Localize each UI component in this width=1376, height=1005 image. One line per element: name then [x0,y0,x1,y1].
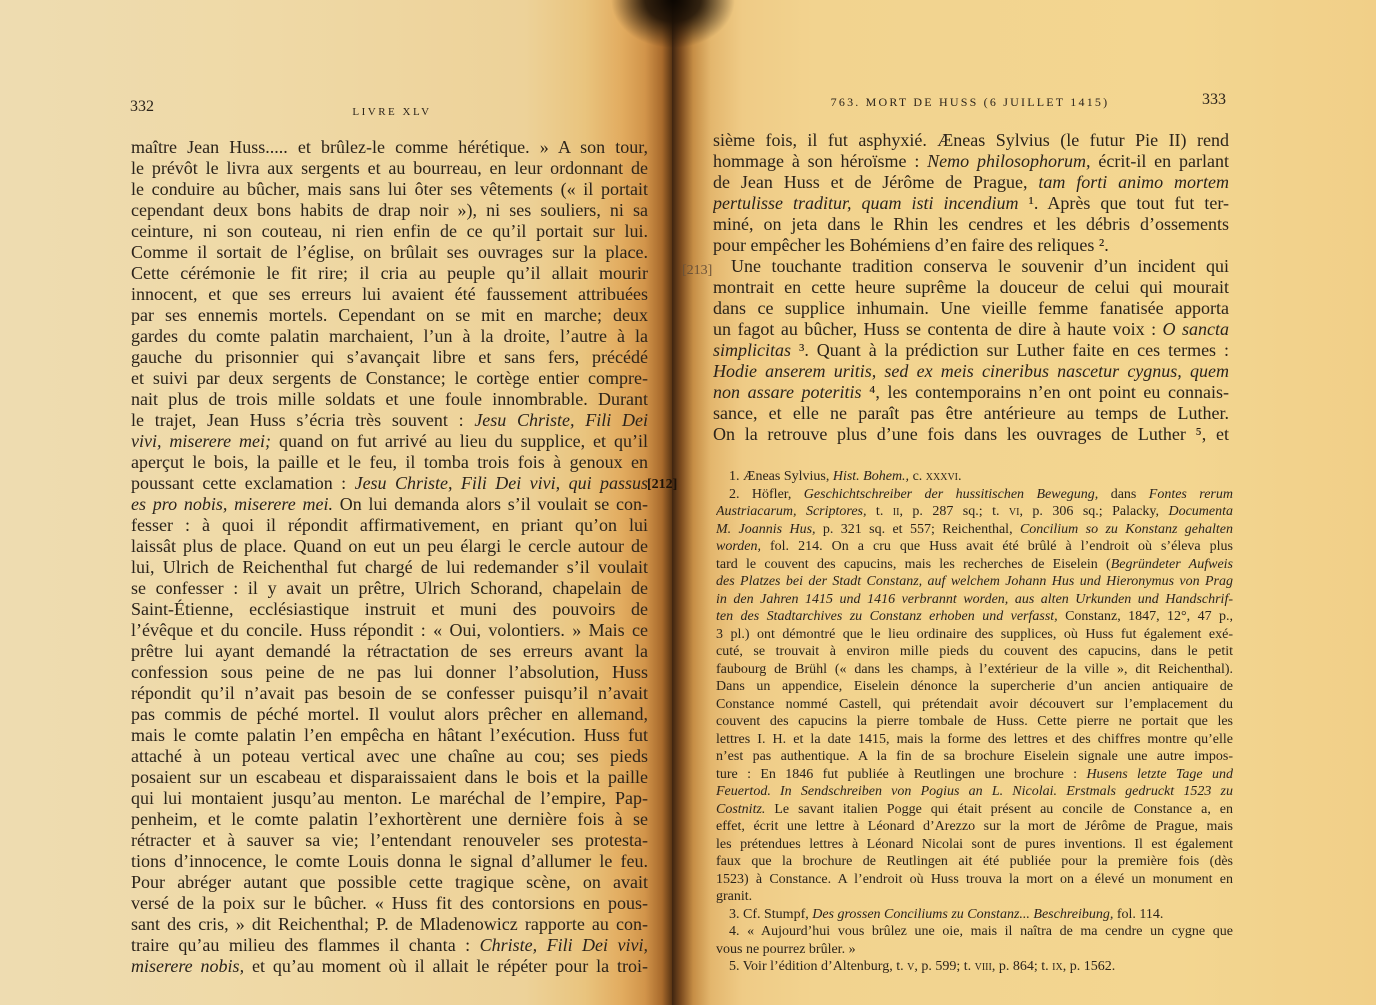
footnote-line [716,643,1233,661]
footnote-line [716,801,1233,819]
footnote-line [716,713,1233,731]
text-run: attaché à un poteau vertical avec une chaîne au cou; ses pieds [131,746,648,766]
text-line [131,242,648,263]
text-line [131,809,648,830]
text-run: ¹. Après que tout fut ter- [1018,193,1229,213]
small-caps-text: ix [1052,959,1063,974]
text-run: cuté, se trouvait à environ mille pieds du couvent des capucins, dans le petit [716,644,1233,659]
text-line [131,326,648,347]
footnote-line [716,836,1233,854]
text-run: versé de la poix sur le bûcher. « Huss fit des contorsions en pous- [131,893,648,913]
footnote-line [716,468,1233,486]
italic-text: Jesu Christe, Fili Dei [474,410,648,430]
text-line [131,452,648,473]
text-line [131,599,648,620]
text-run: maître Jean Huss..... et brûlez-le comme hérétique. » A son tour, [131,137,648,157]
text-run: et qu’au moment où il allait le répéter pour la troi- [244,956,648,976]
text-run: tard le couvent des capucins, mais les recherches de Eiselein ( [716,556,1111,572]
text-run: le conduire au bûcher, mais sans lui ôter ses vêtements (« il portait [131,179,648,199]
footnote-line [716,591,1233,609]
text-run: qui lui montaient jusqu’au menton. Le maréchal de l’empire, Pap- [131,788,648,808]
text-line [131,305,648,326]
footnote [716,923,1233,958]
text-run: faux que la brochure de Reutlingen ait été publiée pour la première fois (dès [716,854,1233,869]
text-run: , p. 287 sq.; t. [899,504,1009,519]
text-run: ⁴, les contemporains n’en ont point eu connais- [861,382,1229,402]
text-run: traire qu’au milieu des flammes il chanta : [131,935,480,955]
text-run: lettres I. H. et la date 1415, mais la forme des lettres et des chiffres montre qu’elle [716,731,1233,747]
small-caps-text: v [907,959,915,974]
footnote-line [716,538,1233,556]
text-run: aperçut le bois, la paille et le feu, il tomba trois fois à genoux en [131,452,648,472]
italic-text: des Platzes bei der Stadt Constanz, auf welchem Johann Hus und Hieronymus von Prag [716,574,1233,589]
footnote-line [716,573,1233,591]
text-line [131,683,648,704]
text-run: par ses ennemis mortels. Cependant on se mit en marche; deux [131,305,648,325]
footnote-line [716,626,1233,644]
text-line [713,424,1229,445]
text-run: gauche du prisonnier qui s’avançait libre et sans fers, précédé [131,347,648,367]
text-line [713,214,1229,235]
text-run: , p. 864; t. [991,959,1053,974]
text-run: poussant cette exclamation : [131,473,355,493]
text-line [713,277,1229,298]
text-line [131,830,648,851]
text-line [713,130,1229,151]
text-line [131,158,648,179]
text-run: les prétendues lettres à Léonard Nicolai sont de pures inventions. Il est également [716,836,1233,852]
italic-text: vivi, miserere mei; [131,431,272,451]
italic-text: tam forti animo mortem [1038,172,1229,192]
footnote-line [716,766,1233,784]
text-line [131,200,648,221]
text-run: fesser : à quoi il répondit affirmativement, en priant qu’on lui [131,515,648,535]
text-run: et suivi par deux sergents de Constance; le cortège entier compre- [131,368,648,388]
text-run: effet, écrit une lettre à Léonard d’Arezzo sur la mort de Jérôme de Prague, mais [716,819,1233,834]
running-head: LIVRE XLV [352,106,432,118]
text-line [131,620,648,641]
text-line [131,557,648,578]
text-line [713,193,1229,214]
footnote-line [716,678,1233,696]
text-line [713,340,1229,361]
text-line [131,368,648,389]
text-run: sant des cris, » dit Reichenthal; P. de Mladenowicz rapporte au con- [131,914,648,934]
italic-text: Concilium so zu Konstanz gehalten [1019,521,1233,537]
italic-text: Jesu Christe, Fili Dei vivi, qui passus [354,473,648,493]
text-line [131,725,648,746]
text-run: quand on fut arrivé au lieu du supplice, et qu’il [271,431,648,451]
text-run: confession sous peine de ne pas lui donner l’absolution, Huss [131,662,648,682]
text-run: On lui demanda alors s’il voulait se con- [333,494,648,514]
text-run: écrit-il en parlant [1090,151,1229,171]
text-run: Comme il sortait de l’église, on brûlait ses ouvrages sur la place. [131,242,648,262]
text-run: . [958,469,962,484]
text-run: lui, Ulrich de Reichenthal fut chargé de lui redemander s’il voulait [131,557,648,577]
footnote-line [716,696,1233,714]
margin-page-marker: [212] [647,477,678,492]
text-run: Dans un appendice, Eiselein dénonce la supercherie d’un ancien antiquaire de [716,679,1233,694]
text-run: un fagot au bûcher, Huss se contenta de dire à haute voix : [713,319,1163,339]
text-run: posaient sur un escabeau et disparaissaient dans le bois et la paille [131,767,648,787]
text-run: mais le comte palatin l’en empêcha en hâtant l’exécution. Huss fut [131,725,648,745]
text-run: se confesser : il y avait un prêtre, Ulrich Schorand, chapelain de [131,578,648,598]
italic-text: M. Joannis Hus, [716,521,816,537]
text-line [713,382,1229,403]
running-head: 763. MORT DE HUSS (6 JUILLET 1415) [830,95,1110,109]
footnote-line [716,906,1233,924]
text-run: nait plus de trois mille soldats et une foule innombrable. Durant [131,389,648,409]
margin-page-marker: [213] [682,263,713,278]
text-line [131,431,648,452]
text-run: Le savant italien Pogge qui était présent au concile de Constance a, en [765,801,1233,817]
text-line [131,179,648,200]
page-text [713,130,1229,445]
text-run: Cette cérémonie le fit rire; il cria au peuple qu’il allait mourir [131,263,648,283]
text-run: vous ne pourrez brûler. » [716,941,856,957]
text-line [131,536,648,557]
italic-text: Nemo philosophorum, [927,151,1091,171]
footnote-line [716,783,1233,801]
text-run: de Jean Huss et de Jérôme de Prague, [713,172,1039,192]
text-run: pour empêcher les Bohémiens d’en faire des reliques ². [713,235,1109,255]
italic-text: Geschichtschreiber der hussitischen Bewegung, [803,486,1099,502]
text-run: fol. 114. [1113,906,1164,922]
italic-text: Christe, Fili Dei vivi, [479,935,648,955]
text-run: 3. Cf. Stumpf, [729,906,813,922]
italic-text: in den Jahren 1415 und 1416 verbrannt worden, aus alten Urkunden und Handschrif- [716,591,1233,607]
footnotes [716,468,1233,976]
text-line [131,893,648,914]
text-line [713,298,1229,319]
text-line [713,151,1229,172]
text-line [131,578,648,599]
text-run: Pour abréger autant que possible cette tragique scène, on avait [131,872,648,892]
text-run: ceinture, ni son couteau, ni rien enfin de ce qu’il portait sur lui. [131,221,648,241]
text-run: montrait en cette heure suprême la douceur de celui qui mourait [713,277,1229,297]
text-run: 2. Höfler, [729,486,804,502]
footnote-line [716,661,1233,679]
text-line [131,851,648,872]
text-line [713,319,1229,340]
text-run: le trajet, Jean Huss s’écria très souvent : [131,410,475,430]
text-run: 5. Voir l’édition d’Altenburg, t. [729,959,908,974]
text-run: granit. [716,889,753,904]
text-run: n’est pas authentique. A la fin de sa brochure Eiselein signale une autre impos- [716,749,1233,764]
text-run: laissât plus de place. Quand on eut un peu élargi le cercle autour de [131,536,648,556]
text-line [131,515,648,536]
italic-text: Documenta [1168,504,1233,519]
footnote-line [716,871,1233,889]
text-run: répondit qu’il n’avait pas besoin de se confesser puisqu’il n’avait [131,683,648,703]
footnote-line [716,923,1233,941]
footnote [716,906,1233,924]
text-line [131,956,648,977]
footnote-line [716,958,1233,976]
footnote-line [716,818,1233,836]
page-number: 332 [130,98,154,115]
italic-text: Fontes rerum [1148,486,1233,502]
text-run: t. [866,504,893,519]
small-caps-text: xxxvi [925,469,958,484]
text-run: gardes du comte palatin marchaient, l’un à la droite, l’autre à la [131,326,648,346]
italic-text: ten des Stadtarchives zu Constanz erhoben und verfasst, [716,609,1058,624]
text-run: faubourg de Brühl (« dans les champs, à l’extérieur de la ville », dit Reichenthal). [716,661,1233,677]
text-run: prêtre lui ayant demandé la rétractation de ses erreurs avant la [131,641,648,661]
text-run: ³. Quant à la prédiction sur Luther faite en ces termes : [791,340,1229,360]
page-text [131,137,648,977]
text-run: cependant deux bons habits de drap noir »), ni ses souliers, ni sa [131,200,648,220]
text-run: p. 321 sq. et 557; Reichenthal, [815,521,1020,537]
text-run: sance, et elle ne paraît pas être antérieure au temps de Luther. [713,403,1229,423]
paragraph [713,256,1229,445]
text-run: couvent des capucins la pierre tombale de Huss. Cette pierre ne portait que les [716,714,1233,729]
italic-text: Costnitz. [716,801,766,817]
text-run: dans ce supplice inhumain. Une vieille femme fanatisée apporta [713,298,1229,318]
text-line [131,221,648,242]
text-run: sième fois, il fut asphyxié. Æneas Sylvius (le futur Pie II) rend [713,130,1229,150]
gutter-shadow [590,0,760,130]
text-line [713,256,1229,277]
footnote-line [716,608,1233,626]
italic-text: Feuertod. In Sendschreiben von Pogius an L. Nicolai. Erstmals gedruckt 1523 zu [716,784,1233,799]
footnote-line [716,888,1233,906]
italic-text: pertulisse traditur, quam isti incendium [713,193,1019,213]
text-line [131,767,648,788]
text-run: On la retrouve plus d’une fois dans les ouvrages de Luther ⁵, et [713,424,1229,444]
italic-text: simplicitas [713,340,792,360]
text-run: l’évêque et du concile. Huss répondit : « Oui, volontiers. » Mais ce [131,620,648,640]
text-run: 4. « Aujourd’hui vous brûlez une oie, mais il naîtra de ma cendre un cygne que [729,924,1233,939]
footnote [716,958,1233,976]
italic-text: O sancta [1162,319,1229,339]
text-run: le prévôt le livra aux sergents et au bourreau, en leur ordonnant de [131,158,648,178]
text-line [131,263,648,284]
text-run: ture : En 1846 fut publiée à Reutlingen une brochure : [716,766,1087,782]
text-line [713,172,1229,193]
text-run: 3 pl.) ont démontré que le lieu ordinaire des supplices, où Huss fut également exé- [716,626,1233,642]
italic-text: es pro nobis, miserere mei. [131,494,333,514]
italic-text: Des grossen Conciliums zu Constanz... Beschreibung, [812,906,1114,922]
text-line [131,704,648,725]
text-line [131,473,648,494]
text-line [131,410,648,431]
text-run: hommage à son héroïsme : [713,151,928,171]
text-run: penheim, et le comte palatin l’exhortèrent une dernière fois à se [131,809,648,829]
italic-text: non assare poteritis [713,382,862,402]
small-caps-text: vi [1008,504,1020,519]
italic-text: Husens letzte Tage und [1086,766,1233,782]
footnote-line [716,503,1233,521]
text-run: Saint-Étienne, ecclésiastique instruit et muni des pouvoirs de [131,599,648,619]
text-run: Une touchante tradition conserva le souvenir d’un incident qui [731,256,1229,276]
text-run: innocent, et que ses erreurs lui avaient été faussement attribuées [131,284,648,304]
page-number: 333 [1202,91,1226,108]
text-line [131,137,648,158]
footnote-line [716,853,1233,871]
italic-text: worden, [716,539,761,554]
footnote-line [716,731,1233,749]
text-run: miné, on jeta dans le Rhin les cendres et les débris d’ossements [713,214,1229,234]
italic-text: Begründeter Aufweis [1110,556,1233,572]
footnote-line [716,486,1233,504]
footnote-line [716,748,1233,766]
italic-text: miserere nobis, [131,956,245,976]
footnote-line [716,556,1233,574]
footnote [716,486,1233,906]
text-line [131,284,648,305]
text-run: 1523) à Constance. A l’endroit où Huss trouva la mort on a élevé un monument en [716,871,1233,887]
footnote-line [716,521,1233,539]
text-line [131,746,648,767]
text-line [131,494,648,515]
paragraph [713,130,1229,256]
text-line [131,347,648,368]
text-line [131,914,648,935]
text-run: c. [909,469,926,484]
footnote [716,468,1233,486]
text-line [131,788,648,809]
text-line [713,361,1229,382]
text-line [713,403,1229,424]
italic-text: Hodie anserem uritis, sed ex meis cineribus nascetur cygnus, quem [713,361,1229,381]
text-run: , p. 1562. [1062,959,1116,974]
text-run: Constance nommé Castell, qui prétendait avoir découvert sur l’emplacement du [716,696,1233,712]
text-run: fol. 214. On a cru que Huss avait été brûlé à l’endroit où s’éleva plus [760,539,1233,554]
text-line [131,662,648,683]
text-run: , p. 599; t. [914,959,975,974]
footnote-line [716,941,1233,959]
text-line [131,935,648,956]
text-line [131,389,648,410]
text-run: tions d’innocence, le comte Louis donna le signal d’allumer le feu. [131,851,648,871]
italic-text: Hist. Bohem., [832,469,910,484]
text-line [131,641,648,662]
text-line [713,235,1229,256]
text-run: rétracter et à sauver sa vie; l’entendant renouveler ses protesta- [131,830,648,850]
text-line [131,872,648,893]
text-run: Constanz, 1847, 12°, 47 p., [1057,609,1233,624]
italic-text: Austriacarum, Scriptores, [716,504,867,519]
text-run: dans [1098,486,1149,502]
small-caps-text: viii [974,959,992,974]
text-run: pas commis de péché mortel. Il voulut alors prêcher en allemand, [131,704,648,724]
text-run: 1. Æneas Sylvius, [729,469,833,484]
text-run: , p. 306 sq.; Palacky, [1019,504,1169,519]
small-caps-text: ii [892,504,900,519]
